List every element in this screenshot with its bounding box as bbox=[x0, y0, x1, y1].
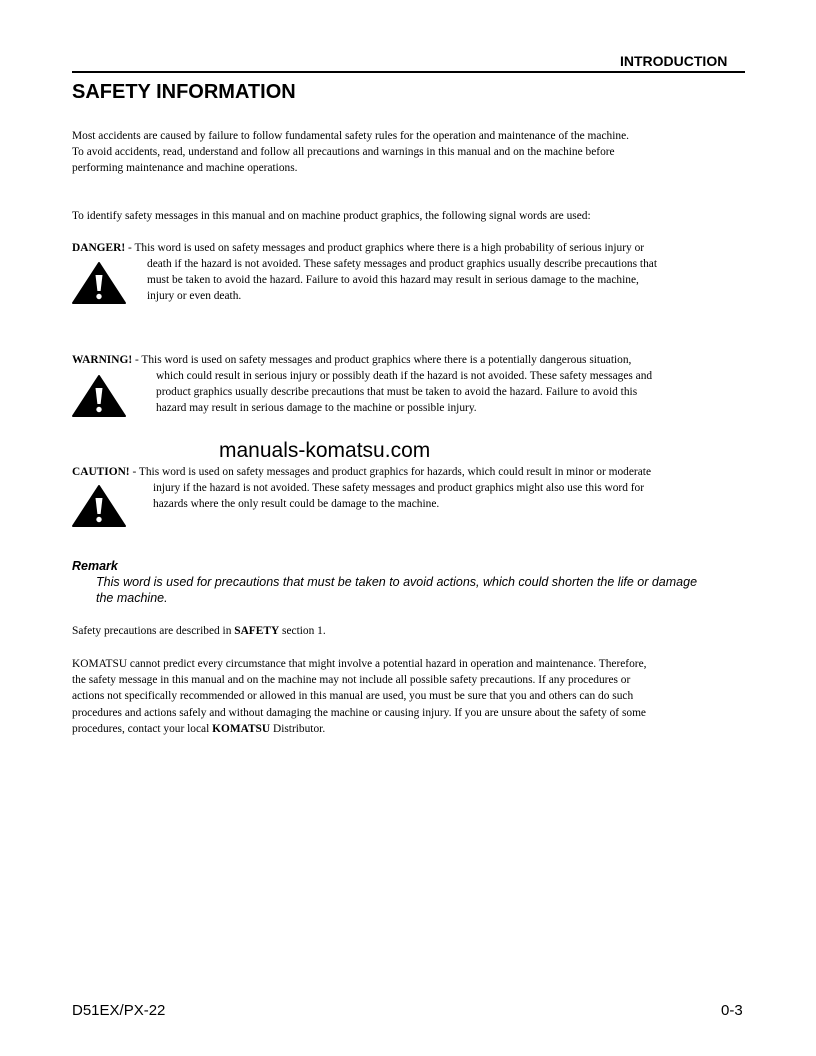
intro-line: To avoid accidents, read, understand and follow all precautions and warnings in this manual and on the machine before bbox=[72, 146, 615, 159]
footer-page-number: 0-3 bbox=[721, 1002, 743, 1019]
warning-triangle-icon bbox=[71, 484, 127, 528]
komatsu-line: KOMATSU cannot predict every circumstance that might involve a potential hazard in operation and maintenance. Therefore, bbox=[72, 658, 647, 670]
warning-description bbox=[156, 368, 652, 417]
warning-line: which could result in serious injury or possibly death if the hazard is not avoided. These safety messages and bbox=[156, 370, 653, 382]
danger-line: must be taken to avoid the hazard. Failure to avoid this hazard may result in serious damage to the machine, bbox=[147, 274, 639, 287]
remark-line: the machine. bbox=[96, 591, 168, 605]
komatsu-paragraph bbox=[72, 656, 744, 737]
danger-line: death if the hazard is not avoided. These safety messages and product graphics usually describe precautions that bbox=[147, 258, 657, 270]
precautions-paragraph bbox=[72, 623, 744, 639]
watermark-text: manuals-komatsu.com bbox=[219, 439, 431, 462]
danger-description bbox=[147, 256, 657, 305]
page-title: SAFETY INFORMATION bbox=[72, 81, 296, 103]
intro-line: performing maintenance and machine operations. bbox=[72, 162, 298, 175]
caution-line1: - This word is used on safety messages and product graphics for hazards, which could result in minor or moderate bbox=[129, 466, 652, 478]
caution-line: injury if the hazard is not avoided. These safety messages and product graphics might also use this word for bbox=[153, 482, 645, 494]
remark-line: This word is used for precautions that must be taken to avoid actions, which could shorten the life or damage bbox=[96, 575, 698, 589]
intro-paragraph bbox=[72, 128, 744, 177]
warning-first-line bbox=[72, 352, 744, 368]
danger-line1: - This word is used on safety messages and product graphics where there is a high probability of serious injury or bbox=[125, 242, 645, 254]
footer-model: D51EX/PX-22 bbox=[72, 1002, 166, 1019]
komatsu-last-suffix: Distributor. bbox=[270, 722, 326, 735]
precautions-prefix: Safety precautions are described in bbox=[72, 625, 235, 637]
header-rule bbox=[72, 71, 745, 73]
warning-line1: - This word is used on safety messages and product graphics where there is a potentially dangerous situation, bbox=[132, 354, 632, 366]
komatsu-line: actions not specifically recommended or allowed in this manual are used, you must be sure that you and others can do such bbox=[72, 690, 634, 703]
caution-first-line bbox=[72, 464, 744, 480]
remark-title: Remark bbox=[72, 559, 118, 573]
komatsu-last-bold: KOMATSU bbox=[212, 722, 271, 735]
precautions-suffix: section 1. bbox=[279, 625, 326, 637]
komatsu-line: procedures and actions safely and without damaging the machine or causing injury. If you are unsure about the safety of some bbox=[72, 706, 646, 719]
section-header: INTRODUCTION bbox=[620, 53, 728, 69]
danger-word: DANGER! bbox=[72, 242, 126, 254]
caution-line: hazards where the only result could be damage to the machine. bbox=[153, 498, 440, 511]
warning-line: product graphics usually describe precautions that must be taken to avoid the hazard. Failure to avoid this bbox=[156, 386, 638, 399]
warning-triangle-icon bbox=[71, 374, 127, 418]
precautions-bold: SAFETY bbox=[234, 625, 280, 637]
caution-description bbox=[153, 480, 644, 512]
signal-intro bbox=[72, 208, 744, 224]
warning-line: hazard may result in serious damage to the machine or possible injury. bbox=[156, 402, 477, 415]
komatsu-line: the safety message in this manual and on the machine may not include all possible safety precautions. If any procedures or bbox=[72, 674, 631, 687]
danger-line: injury or even death. bbox=[147, 290, 242, 303]
signal-intro-text: To identify safety messages in this manual and on machine product graphics, the following signal words are used: bbox=[72, 210, 591, 222]
warning-word: WARNING! bbox=[72, 354, 133, 366]
intro-line: Most accidents are caused by failure to follow fundamental safety rules for the operation and maintenance of the machine. bbox=[72, 130, 629, 142]
warning-triangle-icon bbox=[71, 261, 127, 305]
danger-first-line bbox=[72, 240, 744, 256]
komatsu-last-prefix: procedures, contact your local bbox=[72, 722, 213, 735]
caution-word: CAUTION! bbox=[72, 466, 130, 478]
